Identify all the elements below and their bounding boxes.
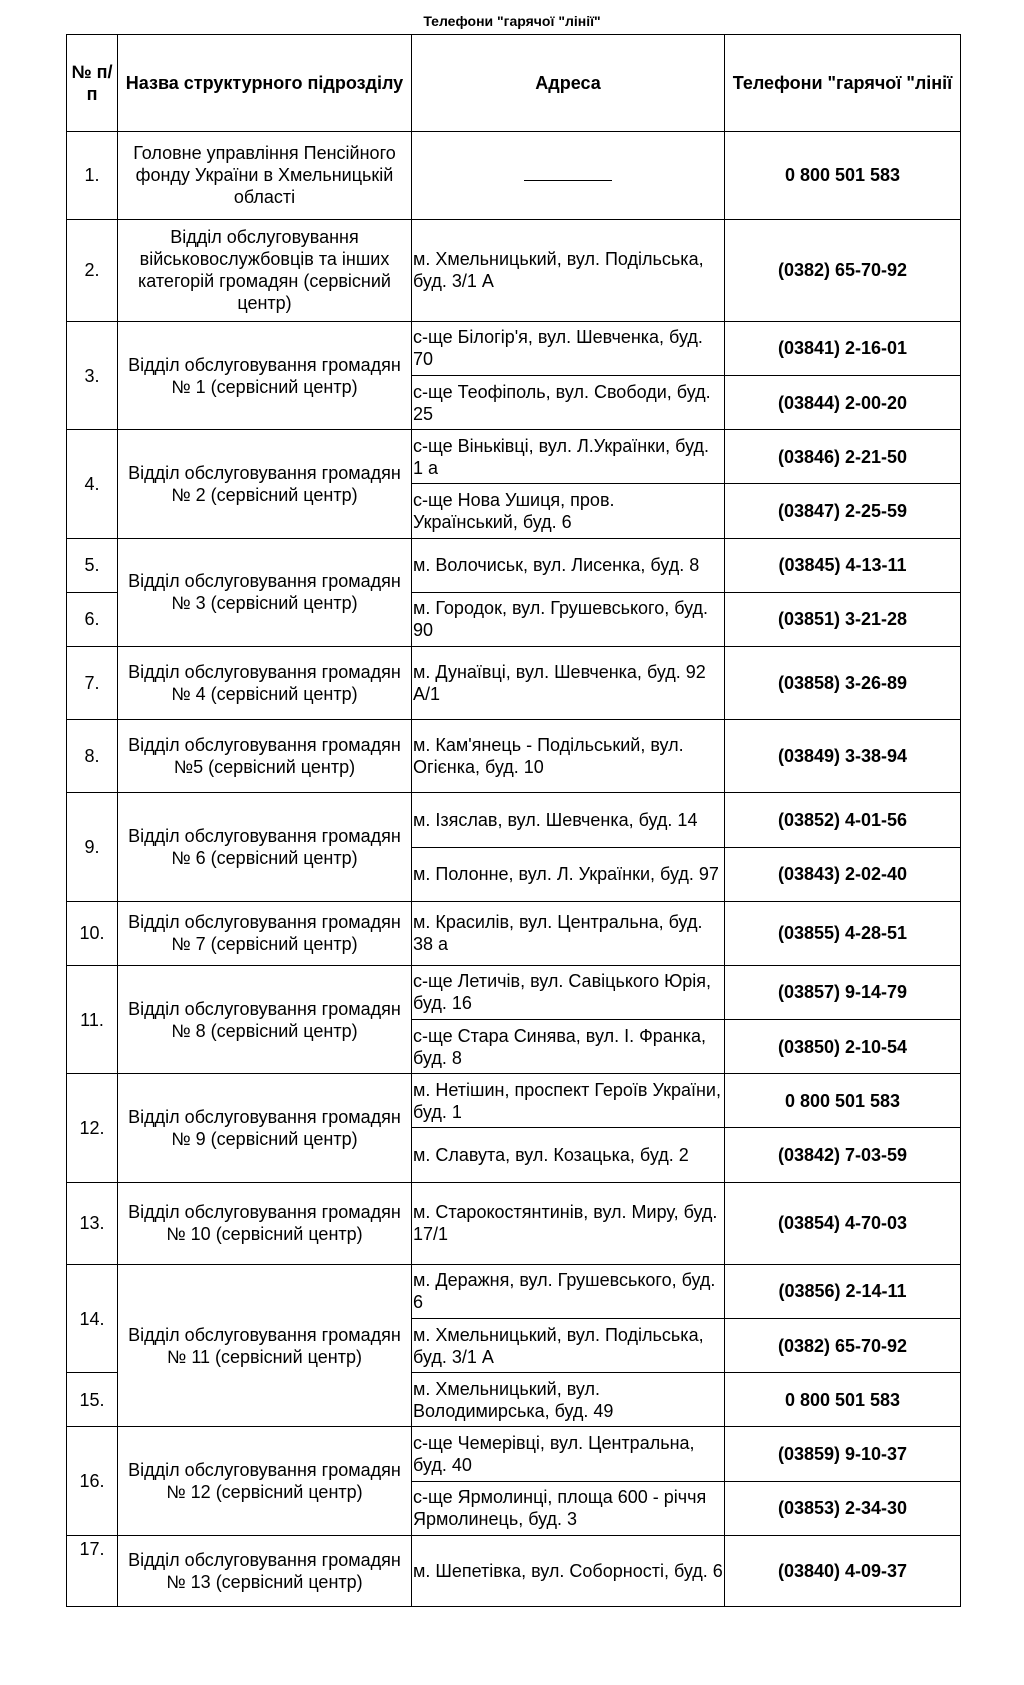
phone-number: (03844) 2-00-20 bbox=[725, 376, 961, 430]
phone-number: (03849) 3-38-94 bbox=[725, 720, 961, 793]
unit-name: Відділ обслуговування громадян № 6 (сервісний центр) bbox=[118, 793, 412, 901]
phone-number: 0 800 501 583 bbox=[725, 1373, 961, 1427]
address: м. Ізяслав, вул. Шевченка, буд. 14 bbox=[412, 793, 725, 847]
row-number: 8. bbox=[67, 720, 118, 793]
address: с-ще Нова Ушиця, пров. Український, буд. 6 bbox=[412, 484, 725, 538]
unit-name: Відділ обслуговування громадян №5 (сервісний центр) bbox=[118, 720, 412, 793]
header-phone: Телефони "гарячої "лінії bbox=[725, 35, 961, 132]
phone-number: (03855) 4-28-51 bbox=[725, 901, 961, 965]
phone-number: (03853) 2-34-30 bbox=[725, 1481, 961, 1535]
phone-number: (03842) 7-03-59 bbox=[725, 1128, 961, 1182]
header-name: Назва структурного підрозділу bbox=[118, 35, 412, 132]
phone-number: (0382) 65-70-92 bbox=[725, 219, 961, 321]
row-number: 15. bbox=[67, 1373, 118, 1427]
row-number: 7. bbox=[67, 646, 118, 719]
table-row bbox=[67, 1264, 961, 1318]
unit-name: Відділ обслуговування громадян № 11 (сервісний центр) bbox=[118, 1264, 412, 1427]
address: м. Полонне, вул. Л. Українки, буд. 97 bbox=[412, 847, 725, 901]
unit-name: Відділ обслуговування громадян № 1 (сервісний центр) bbox=[118, 321, 412, 429]
row-number: 9. bbox=[67, 793, 118, 901]
row-number: 12. bbox=[67, 1074, 118, 1182]
hotline-table bbox=[66, 34, 961, 1607]
table-row bbox=[67, 1535, 961, 1606]
address: м. Деражня, вул. Грушевського, буд. 6 bbox=[412, 1264, 725, 1318]
unit-name: Головне управління Пенсійного фонду України в Хмельницькій області bbox=[118, 132, 412, 219]
address: м. Городок, вул. Грушевського, буд. 90 bbox=[412, 592, 725, 646]
address: м. Славута, вул. Козацька, буд. 2 bbox=[412, 1128, 725, 1182]
phone-number: (0382) 65-70-92 bbox=[725, 1319, 961, 1373]
phone-number: (03854) 4-70-03 bbox=[725, 1182, 961, 1264]
unit-name: Відділ обслуговування громадян № 3 (сервісний центр) bbox=[118, 538, 412, 646]
table-row bbox=[67, 901, 961, 965]
phone-number: (03851) 3-21-28 bbox=[725, 592, 961, 646]
unit-name: Відділ обслуговування військовослужбовців та інших категорій громадян (сервісний центр) bbox=[118, 219, 412, 321]
unit-name: Відділ обслуговування громадян № 8 (сервісний центр) bbox=[118, 965, 412, 1073]
address: м. Хмельницький, вул. Подільська, буд. 3/1 А bbox=[412, 219, 725, 321]
address: с-ще Летичів, вул. Савіцького Юрія, буд. 16 bbox=[412, 965, 725, 1019]
phone-number: (03850) 2-10-54 bbox=[725, 1020, 961, 1074]
phone-number: (03856) 2-14-11 bbox=[725, 1264, 961, 1318]
row-number: 13. bbox=[67, 1182, 118, 1264]
phone-number: (03858) 3-26-89 bbox=[725, 646, 961, 719]
blank-dash bbox=[524, 170, 612, 181]
table-header-row bbox=[67, 35, 961, 132]
row-number: 10. bbox=[67, 901, 118, 965]
address: с-ще Білогір'я, вул. Шевченка, буд. 70 bbox=[412, 321, 725, 375]
row-number: 6. bbox=[67, 592, 118, 646]
address: м. Кам'янець - Подільський, вул. Огієнка, буд. 10 bbox=[412, 720, 725, 793]
table-row bbox=[67, 720, 961, 793]
address-placeholder-line bbox=[412, 132, 725, 219]
address: м. Хмельницький, вул. Володимирська, буд. 49 bbox=[412, 1373, 725, 1427]
row-number: 14. bbox=[67, 1264, 118, 1372]
document-title: Телефони "гарячої "лінії" bbox=[423, 13, 601, 29]
phone-number: (03845) 4-13-11 bbox=[725, 538, 961, 592]
unit-name: Відділ обслуговування громадян № 12 (сервісний центр) bbox=[118, 1427, 412, 1535]
table-row bbox=[67, 1427, 961, 1481]
phone-number: (03840) 4-09-37 bbox=[725, 1535, 961, 1606]
header-num: № п/п bbox=[67, 35, 118, 132]
phone-number: (03857) 9-14-79 bbox=[725, 965, 961, 1019]
table-row bbox=[67, 793, 961, 847]
phone-number: (03841) 2-16-01 bbox=[725, 321, 961, 375]
unit-name: Відділ обслуговування громадян № 2 (сервісний центр) bbox=[118, 430, 412, 538]
address: м. Хмельницький, вул. Подільська, буд. 3/1 А bbox=[412, 1319, 725, 1373]
address: м. Старокостянтинів, вул. Миру, буд. 17/1 bbox=[412, 1182, 725, 1264]
row-number: 17. bbox=[67, 1535, 118, 1606]
row-number: 3. bbox=[67, 321, 118, 429]
table-row bbox=[67, 132, 961, 219]
phone-number: 0 800 501 583 bbox=[725, 1074, 961, 1128]
table-row bbox=[67, 219, 961, 321]
address: с-ще Ярмолинці, площа 600 - річчя Ярмолинець, буд. 3 bbox=[412, 1481, 725, 1535]
address: с-ще Чемерівці, вул. Центральна, буд. 40 bbox=[412, 1427, 725, 1481]
address: м. Волочиськ, вул. Лисенка, буд. 8 bbox=[412, 538, 725, 592]
unit-name: Відділ обслуговування громадян № 13 (сервісний центр) bbox=[118, 1535, 412, 1606]
phone-number: (03847) 2-25-59 bbox=[725, 484, 961, 538]
address: м. Нетішин, проспект Героїв України, буд. 1 bbox=[412, 1074, 725, 1128]
table-row bbox=[67, 646, 961, 719]
address: с-ще Стара Синява, вул. І. Франка, буд. 8 bbox=[412, 1020, 725, 1074]
unit-name: Відділ обслуговування громадян № 10 (сервісний центр) bbox=[118, 1182, 412, 1264]
row-number: 2. bbox=[67, 219, 118, 321]
address: с-ще Віньківці, вул. Л.Українки, буд. 1 а bbox=[412, 430, 725, 484]
address: с-ще Теофіполь, вул. Свободи, буд. 25 bbox=[412, 376, 725, 430]
table-row bbox=[67, 965, 961, 1019]
phone-number: (03846) 2-21-50 bbox=[725, 430, 961, 484]
phone-number: (03859) 9-10-37 bbox=[725, 1427, 961, 1481]
unit-name: Відділ обслуговування громадян № 9 (сервісний центр) bbox=[118, 1074, 412, 1182]
row-number: 1. bbox=[67, 132, 118, 219]
table-row bbox=[67, 1182, 961, 1264]
phone-number: (03843) 2-02-40 bbox=[725, 847, 961, 901]
unit-name: Відділ обслуговування громадян № 4 (сервісний центр) bbox=[118, 646, 412, 719]
phone-number: (03852) 4-01-56 bbox=[725, 793, 961, 847]
row-number: 16. bbox=[67, 1427, 118, 1535]
table-row bbox=[67, 321, 961, 375]
row-number: 5. bbox=[67, 538, 118, 592]
table-row bbox=[67, 1074, 961, 1128]
address: м. Шепетівка, вул. Соборності, буд. 6 bbox=[412, 1535, 725, 1606]
unit-name: Відділ обслуговування громадян № 7 (сервісний центр) bbox=[118, 901, 412, 965]
table-row bbox=[67, 430, 961, 484]
phone-number: 0 800 501 583 bbox=[725, 132, 961, 219]
table-row bbox=[67, 538, 961, 592]
row-number: 11. bbox=[67, 965, 118, 1073]
header-address: Адреса bbox=[412, 35, 725, 132]
address: м. Красилів, вул. Центральна, буд. 38 а bbox=[412, 901, 725, 965]
row-number: 4. bbox=[67, 430, 118, 538]
address: м. Дунаївці, вул. Шевченка, буд. 92 А/1 bbox=[412, 646, 725, 719]
